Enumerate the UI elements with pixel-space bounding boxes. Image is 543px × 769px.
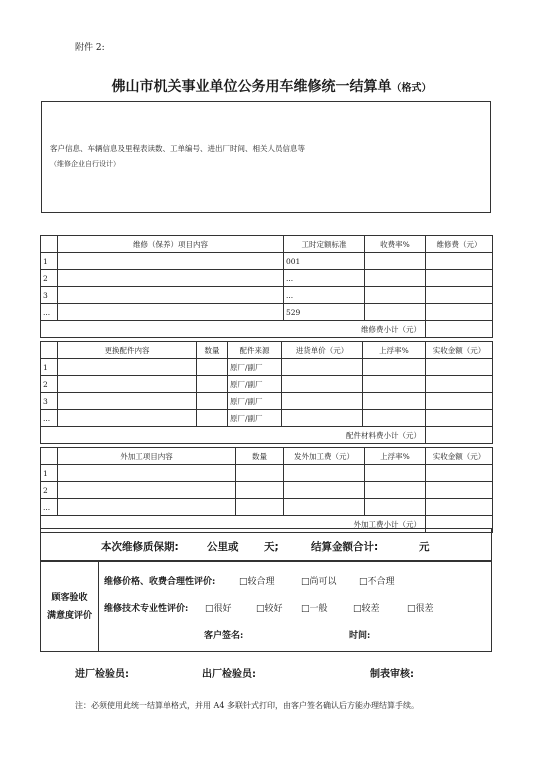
outsource-content-cell[interactable]: [58, 465, 236, 482]
yuan-label: 元: [419, 541, 430, 553]
repair-rate-cell[interactable]: [365, 287, 426, 304]
parts-price-cell[interactable]: [282, 376, 363, 393]
repair-fee-cell[interactable]: [426, 304, 493, 321]
tech-option-very-poor[interactable]: □很差: [407, 604, 434, 614]
evaluation-label-line1: 顾客验收: [51, 593, 88, 603]
time-label: 时间:: [349, 631, 371, 641]
customer-info-box: [41, 101, 491, 213]
tech-option-poor[interactable]: □较差: [353, 604, 380, 614]
parts-header-qty: 数量: [197, 342, 228, 359]
title-text: 佛山市机关事业单位公务用车维修统一结算单: [111, 79, 392, 95]
reviewer-label: 制表审核:: [370, 669, 414, 680]
repair-rate-cell[interactable]: [365, 253, 426, 270]
outsource-content-cell[interactable]: [58, 482, 236, 499]
outsource-qty-cell[interactable]: [236, 499, 284, 516]
parts-amount-cell[interactable]: [426, 359, 493, 376]
parts-header-price: 进货单价（元）: [282, 342, 363, 359]
parts-source-cell: 原厂/副厂: [228, 376, 282, 393]
repair-content-cell[interactable]: [58, 304, 284, 321]
title-format: （格式）: [391, 83, 432, 94]
row-number: 1: [41, 359, 58, 376]
outsource-header-rate: 上浮率%: [365, 448, 426, 465]
repair-subtotal-value[interactable]: [426, 321, 493, 338]
parts-qty-cell[interactable]: [197, 359, 228, 376]
row-number: ...: [41, 410, 58, 427]
repair-table: [40, 235, 493, 338]
price-option-unreasonable[interactable]: □不合理: [359, 577, 395, 587]
parts-header-source: 配件来源: [228, 342, 282, 359]
repair-header-content: 维修（保养）项目内容: [58, 236, 284, 253]
outsource-header-content: 外加工项目内容: [58, 448, 236, 465]
repair-content-cell[interactable]: [58, 270, 284, 287]
tech-option-very-good[interactable]: □很好: [205, 604, 232, 614]
parts-price-cell[interactable]: [282, 393, 363, 410]
outsource-subtotal-label: 外加工费小计（元）: [41, 516, 426, 533]
footnote: 注：必须使用此统一结算单格式，并用 A4 多联针式打印，由客户签名确认后方能办理结算手续。: [75, 701, 419, 710]
repair-std-cell: ...: [284, 287, 365, 304]
outsource-qty-cell[interactable]: [236, 482, 284, 499]
repair-subtotal-label: 维修费小计（元）: [41, 321, 426, 338]
repair-std-cell: 001: [284, 253, 365, 270]
table-row: [41, 253, 493, 270]
outsource-qty-cell[interactable]: [236, 465, 284, 482]
total-label: 结算金额合计:: [311, 541, 379, 553]
repair-rate-cell[interactable]: [365, 270, 426, 287]
summary-box: [40, 528, 492, 561]
table-row: [41, 304, 493, 321]
outsource-fee-cell[interactable]: [284, 482, 365, 499]
outsource-header-amount: 实收金额（元）: [426, 448, 493, 465]
row-number: 1: [41, 465, 58, 482]
parts-content-cell[interactable]: [58, 410, 197, 427]
outsource-table: [40, 447, 493, 533]
parts-content-cell[interactable]: [58, 393, 197, 410]
table-row: [41, 499, 493, 516]
parts-rate-cell[interactable]: [363, 410, 426, 427]
outsource-header-no: [41, 448, 58, 465]
parts-content-cell[interactable]: [58, 359, 197, 376]
row-number: 3: [41, 287, 58, 304]
repair-header-no: [41, 236, 58, 253]
row-number: 2: [41, 376, 58, 393]
parts-header-no: [41, 342, 58, 359]
table-row: [41, 359, 493, 376]
parts-price-cell[interactable]: [282, 410, 363, 427]
outsource-rate-cell[interactable]: [365, 482, 426, 499]
repair-content-cell[interactable]: [58, 287, 284, 304]
days-label: 天;: [264, 541, 279, 553]
outsource-rate-cell[interactable]: [365, 499, 426, 516]
parts-subtotal-row: [41, 427, 493, 444]
parts-header-amount: 实收金额（元）: [426, 342, 493, 359]
page-title: [0, 76, 543, 96]
outsource-amount-cell[interactable]: [426, 482, 493, 499]
parts-amount-cell[interactable]: [426, 410, 493, 427]
repair-header-rate: 收费率%: [365, 236, 426, 253]
price-option-acceptable[interactable]: □尚可以: [301, 577, 337, 587]
row-number: 1: [41, 253, 58, 270]
attachment-label: 附件 2:: [75, 43, 105, 53]
row-number: 2: [41, 270, 58, 287]
tech-option-good[interactable]: □较好: [256, 604, 283, 614]
table-row: [41, 376, 493, 393]
in-inspector-label: 进厂检验员:: [75, 669, 129, 680]
price-option-reasonable[interactable]: □较合理: [239, 577, 275, 587]
parts-qty-cell[interactable]: [197, 376, 228, 393]
row-number: 3: [41, 393, 58, 410]
parts-content-cell[interactable]: [58, 376, 197, 393]
repair-header-std: 工时定额标准: [284, 236, 365, 253]
repair-header-row: [41, 236, 493, 253]
parts-rate-cell[interactable]: [363, 376, 426, 393]
parts-qty-cell[interactable]: [197, 410, 228, 427]
outsource-amount-cell[interactable]: [426, 499, 493, 516]
row-number: ...: [41, 304, 58, 321]
outsource-header-fee: 发外加工费（元）: [284, 448, 365, 465]
table-row: [41, 287, 493, 304]
repair-header-fee: 维修费（元）: [426, 236, 493, 253]
parts-qty-cell[interactable]: [197, 393, 228, 410]
repair-content-cell[interactable]: [58, 253, 284, 270]
parts-source-cell: 原厂/副厂: [228, 359, 282, 376]
customer-signature-label: 客户签名:: [204, 631, 244, 641]
customer-info-text: 客户信息、车辆信息及里程表读数、工单编号、进出厂时间、相关人员信息等: [50, 144, 305, 153]
parts-amount-cell[interactable]: [426, 393, 493, 410]
row-number: ...: [41, 499, 58, 516]
table-row: [41, 270, 493, 287]
repair-fee-cell[interactable]: [426, 253, 493, 270]
table-row: [41, 410, 493, 427]
repair-fee-cell[interactable]: [426, 287, 493, 304]
outsource-fee-cell[interactable]: [284, 499, 365, 516]
price-eval-label: 维修价格、收费合理性评价:: [104, 577, 216, 587]
parts-rate-cell[interactable]: [363, 393, 426, 410]
repair-fee-cell[interactable]: [426, 270, 493, 287]
table-row: [41, 465, 493, 482]
parts-price-cell[interactable]: [282, 359, 363, 376]
parts-header-content: 更换配件内容: [58, 342, 197, 359]
table-row: [41, 482, 493, 499]
outsource-header-row: [41, 448, 493, 465]
evaluation-box: [40, 561, 492, 652]
tech-eval-label: 维修技术专业性评价:: [104, 604, 189, 614]
outsource-fee-cell[interactable]: [284, 465, 365, 482]
repair-std-cell: 529: [284, 304, 365, 321]
parts-amount-cell[interactable]: [426, 376, 493, 393]
row-number: 2: [41, 482, 58, 499]
parts-source-cell: 原厂/副厂: [228, 410, 282, 427]
outsource-header-qty: 数量: [236, 448, 284, 465]
parts-header-rate: 上浮率%: [363, 342, 426, 359]
warranty-label: 本次维修质保期:: [101, 541, 179, 553]
parts-subtotal-label: 配件材料费小计（元）: [41, 427, 426, 444]
tech-option-average[interactable]: □一般: [301, 604, 328, 614]
parts-source-cell: 原厂/副厂: [228, 393, 282, 410]
outsource-rate-cell[interactable]: [365, 465, 426, 482]
repair-rate-cell[interactable]: [365, 304, 426, 321]
outsource-amount-cell[interactable]: [426, 465, 493, 482]
km-or-label: 公里或: [207, 541, 239, 553]
repair-std-cell: ...: [284, 270, 365, 287]
evaluation-label-cell: [41, 562, 99, 651]
parts-rate-cell[interactable]: [363, 359, 426, 376]
customer-info-note: （维修企业自行设计）: [50, 160, 120, 168]
repair-subtotal-row: [41, 321, 493, 338]
parts-table: [40, 341, 493, 444]
outsource-content-cell[interactable]: [58, 499, 236, 516]
parts-header-row: [41, 342, 493, 359]
evaluation-label-line2: 满意度评价: [46, 611, 92, 621]
out-inspector-label: 出厂检验员:: [202, 669, 256, 680]
parts-subtotal-value[interactable]: [426, 427, 493, 444]
table-row: [41, 393, 493, 410]
